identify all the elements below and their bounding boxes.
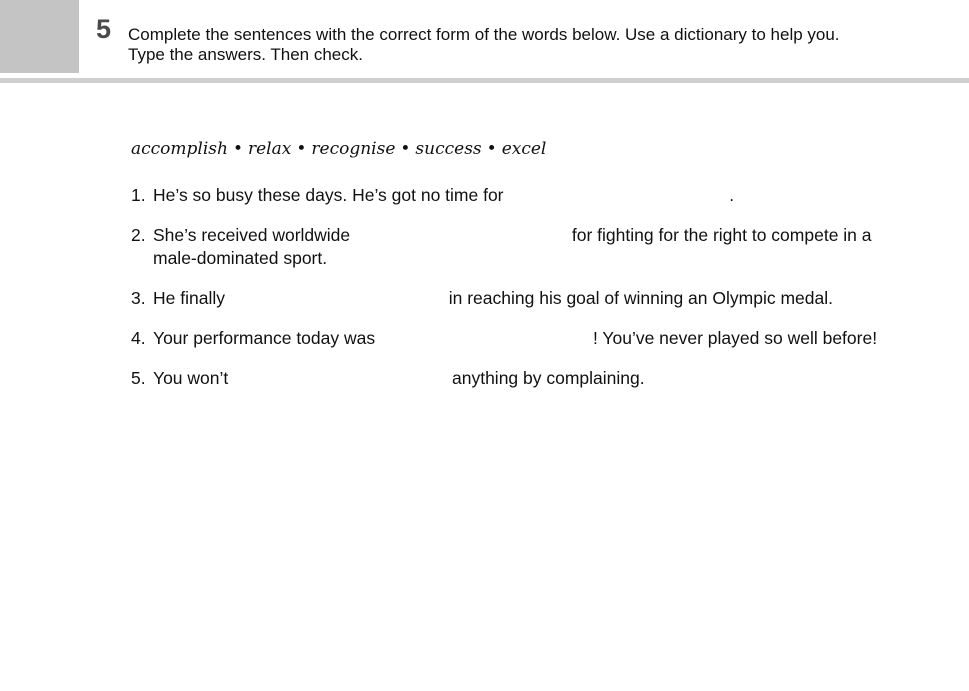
- sentence-2: [131, 224, 872, 270]
- answer-gap-3[interactable]: [230, 289, 444, 309]
- word-bank-separator: •: [486, 139, 497, 159]
- sentence-text-before: Your performance today was: [153, 328, 376, 348]
- exercise-instructions: [128, 25, 948, 65]
- answer-gap-4[interactable]: [380, 329, 593, 349]
- word-bank-word: excel: [501, 139, 547, 159]
- sentence-1: [131, 184, 734, 207]
- sentence-text-after: .: [729, 185, 735, 205]
- sentence-5: [131, 367, 645, 390]
- sentence-number: 5.: [131, 368, 146, 388]
- sentence-3: [131, 287, 833, 310]
- sentence-text-before: She’s received worldwide: [153, 225, 351, 245]
- sentence-text-after: for fighting for the right to compete in a: [571, 225, 872, 245]
- word-bank-separator: •: [296, 139, 307, 159]
- sentence-number: 1.: [131, 185, 146, 205]
- sentence-text-after: in reaching his goal of winning an Olympic medal.: [448, 288, 833, 308]
- sentence-text-before: He’s so busy these days. He’s got no time for: [153, 185, 504, 205]
- header-divider: [0, 78, 969, 83]
- exercise-number: 5: [96, 14, 112, 44]
- word-bank-word: success: [415, 139, 482, 159]
- word-bank-word: accomplish: [131, 139, 228, 159]
- word-bank-word: recognise: [311, 139, 396, 159]
- sentence-continuation: male-dominated sport.: [153, 248, 328, 268]
- sentence-number: 4.: [131, 328, 146, 348]
- sentence-text-before: You won’t: [153, 368, 229, 388]
- instruction-line-1: Complete the sentences with the correct form of the words below. Use a dictionary to help you.: [128, 25, 840, 44]
- sentence-text-after: ! You’ve never played so well before!: [593, 328, 878, 348]
- instruction-line-2: Type the answers. Then check.: [128, 45, 363, 64]
- answer-gap-1[interactable]: [508, 186, 724, 206]
- answer-gap-2[interactable]: [355, 226, 567, 246]
- answer-gap-5[interactable]: [233, 369, 447, 389]
- header-tab: [0, 0, 79, 73]
- exercise-header: [0, 0, 969, 80]
- sentence-text-before: He finally: [153, 288, 225, 308]
- sentence-4: [131, 327, 877, 350]
- word-bank-word: relax: [248, 139, 292, 159]
- sentence-text-after: anything by complaining.: [452, 368, 645, 388]
- word-bank-separator: •: [232, 139, 243, 159]
- sentence-number: 3.: [131, 288, 146, 308]
- word-bank: [131, 139, 546, 159]
- sentence-number: 2.: [131, 225, 146, 245]
- word-bank-separator: •: [400, 139, 411, 159]
